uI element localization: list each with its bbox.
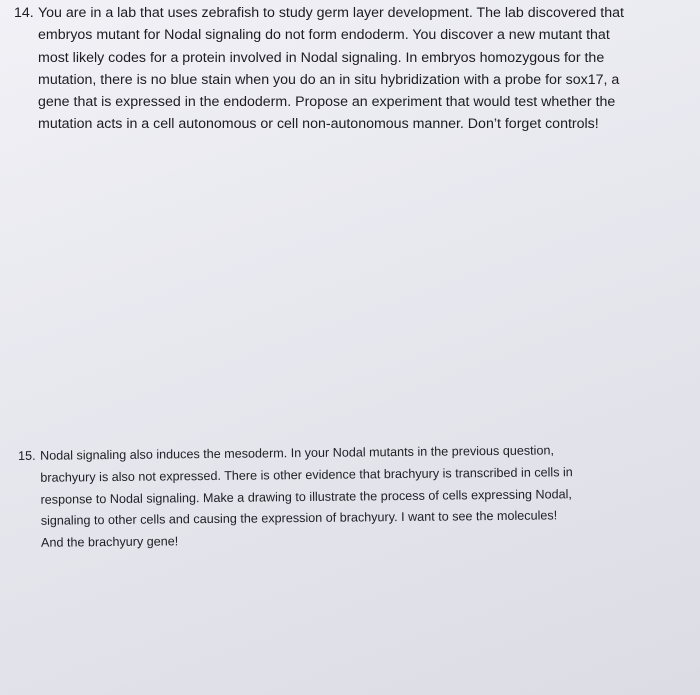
question-line: response to Nodal signaling. Make a drawing to illustrate the process of cells expressing Nodal, <box>40 486 572 507</box>
question-number: 14. <box>14 5 34 21</box>
question-14 <box>14 2 690 136</box>
question-line: most likely codes for a protein involved in Nodal signaling. In embryos homozygous for the <box>38 49 605 66</box>
question-number: 15. <box>18 448 36 463</box>
question-line: signaling to other cells and causing the expression of brachyury. I want to see the molecules! <box>40 508 558 529</box>
question-line: You are in a lab that uses zebrafish to study germ layer development. The lab discovered that <box>38 5 624 21</box>
question-text <box>40 439 679 555</box>
question-line: gene that is expressed in the endoderm. Propose an experiment that would test whether the <box>38 94 616 111</box>
question-line: And the brachyury gene! <box>40 534 179 550</box>
question-line: brachyury is also not expressed. There is other evidence that brachyury is transcribed in cells in <box>40 464 573 485</box>
question-line: Nodal signaling also induces the mesoderm. In your Nodal mutants in the previous question, <box>40 443 554 463</box>
question-15 <box>18 439 679 555</box>
question-text <box>38 2 690 136</box>
question-line: mutation acts in a cell autonomous or cell non-autonomous manner. Don’t forget controls! <box>38 116 599 133</box>
question-line: mutation, there is no blue stain when you do an in situ hybridization with a probe for sox17, a <box>38 71 620 88</box>
question-line: embryos mutant for Nodal signaling do not form endoderm. You discover a new mutant that <box>38 27 610 44</box>
